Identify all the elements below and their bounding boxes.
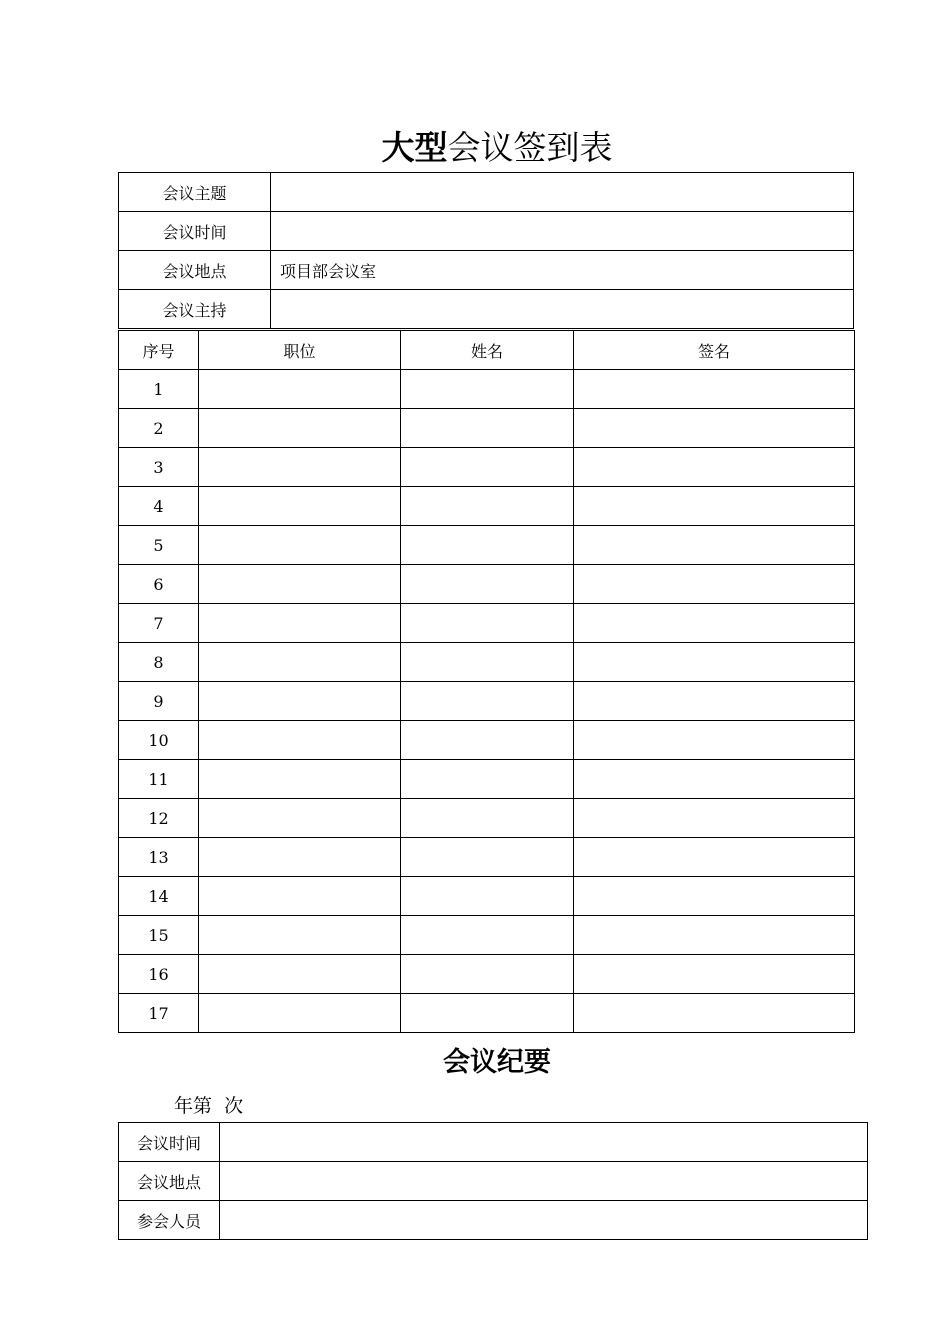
- title-rest-part: 会议签到表: [447, 128, 613, 167]
- cell-position[interactable]: [199, 565, 401, 604]
- table-row: [119, 526, 855, 565]
- cell-name[interactable]: [401, 721, 574, 760]
- minutes-value-time[interactable]: [220, 1123, 868, 1162]
- cell-number: 3: [119, 448, 199, 487]
- signin-table: [118, 330, 855, 1033]
- minutes-value-attendees[interactable]: [220, 1201, 868, 1240]
- table-row: [119, 760, 855, 799]
- cell-signature[interactable]: [574, 682, 855, 721]
- table-row: [119, 370, 855, 409]
- cell-name[interactable]: [401, 448, 574, 487]
- minutes-label-time: 会议时间: [119, 1123, 220, 1162]
- cell-name[interactable]: [401, 916, 574, 955]
- info-row-host: [119, 290, 854, 329]
- info-value-time[interactable]: [271, 212, 854, 251]
- cell-signature[interactable]: [574, 448, 855, 487]
- info-row-time: [119, 212, 854, 251]
- cell-name[interactable]: [401, 994, 574, 1033]
- cell-signature[interactable]: [574, 565, 855, 604]
- cell-number: 2: [119, 409, 199, 448]
- table-row: [119, 994, 855, 1033]
- cell-number: 15: [119, 916, 199, 955]
- cell-name[interactable]: [401, 526, 574, 565]
- cell-position[interactable]: [199, 604, 401, 643]
- cell-position[interactable]: [199, 643, 401, 682]
- cell-name[interactable]: [401, 370, 574, 409]
- column-header-name: 姓名: [401, 331, 574, 370]
- cell-number: 17: [119, 994, 199, 1033]
- minutes-table: [118, 1122, 868, 1240]
- cell-number: 16: [119, 955, 199, 994]
- table-row: [119, 799, 855, 838]
- info-label-location: 会议地点: [119, 251, 271, 290]
- cell-name[interactable]: [401, 604, 574, 643]
- cell-name[interactable]: [401, 487, 574, 526]
- document-title: [0, 124, 950, 172]
- info-value-location[interactable]: 项目部会议室: [271, 251, 854, 290]
- cell-position[interactable]: [199, 838, 401, 877]
- table-row: [119, 604, 855, 643]
- cell-signature[interactable]: [574, 799, 855, 838]
- table-row: [119, 838, 855, 877]
- cell-signature[interactable]: [574, 838, 855, 877]
- cell-number: 13: [119, 838, 199, 877]
- session-line: 年第 次: [174, 1095, 244, 1117]
- minutes-row-time: [119, 1123, 868, 1162]
- info-value-host[interactable]: [271, 290, 854, 329]
- cell-position[interactable]: [199, 409, 401, 448]
- table-row: [119, 682, 855, 721]
- table-row: [119, 565, 855, 604]
- cell-position[interactable]: [199, 994, 401, 1033]
- table-row: [119, 448, 855, 487]
- cell-number: 10: [119, 721, 199, 760]
- cell-number: 5: [119, 526, 199, 565]
- cell-position[interactable]: [199, 799, 401, 838]
- info-label-topic: 会议主题: [119, 173, 271, 212]
- table-row: [119, 877, 855, 916]
- minutes-title: 会议纪要: [443, 1047, 551, 1078]
- signin-body: [119, 370, 855, 1033]
- cell-number: 14: [119, 877, 199, 916]
- cell-signature[interactable]: [574, 760, 855, 799]
- cell-position[interactable]: [199, 487, 401, 526]
- minutes-value-location[interactable]: [220, 1162, 868, 1201]
- table-row: [119, 955, 855, 994]
- cell-name[interactable]: [401, 682, 574, 721]
- cell-signature[interactable]: [574, 643, 855, 682]
- cell-name[interactable]: [401, 643, 574, 682]
- cell-name[interactable]: [401, 955, 574, 994]
- info-label-time: 会议时间: [119, 212, 271, 251]
- cell-number: 8: [119, 643, 199, 682]
- title-bold-part: 大型: [381, 128, 448, 167]
- cell-signature[interactable]: [574, 487, 855, 526]
- cell-number: 1: [119, 370, 199, 409]
- cell-position[interactable]: [199, 955, 401, 994]
- column-header-position: 职位: [199, 331, 401, 370]
- cell-number: 9: [119, 682, 199, 721]
- minutes-row-location: [119, 1162, 868, 1201]
- cell-position[interactable]: [199, 448, 401, 487]
- minutes-row-attendees: [119, 1201, 868, 1240]
- cell-signature[interactable]: [574, 526, 855, 565]
- table-row: [119, 487, 855, 526]
- meeting-info-table: [118, 172, 854, 329]
- info-row-topic: [119, 173, 854, 212]
- cell-name[interactable]: [401, 409, 574, 448]
- minutes-label-location: 会议地点: [119, 1162, 220, 1201]
- minutes-label-attendees: 参会人员: [119, 1201, 220, 1240]
- cell-name[interactable]: [401, 838, 574, 877]
- cell-position[interactable]: [199, 877, 401, 916]
- cell-number: 6: [119, 565, 199, 604]
- cell-name[interactable]: [401, 760, 574, 799]
- cell-signature[interactable]: [574, 916, 855, 955]
- info-label-host: 会议主持: [119, 290, 271, 329]
- column-header-signature: 签名: [574, 331, 855, 370]
- cell-position[interactable]: [199, 526, 401, 565]
- info-row-location: [119, 251, 854, 290]
- table-row: [119, 409, 855, 448]
- cell-signature[interactable]: [574, 604, 855, 643]
- cell-signature[interactable]: [574, 409, 855, 448]
- cell-signature[interactable]: [574, 994, 855, 1033]
- column-header-number: 序号: [119, 331, 199, 370]
- cell-position[interactable]: [199, 760, 401, 799]
- table-row: [119, 721, 855, 760]
- cell-number: 7: [119, 604, 199, 643]
- cell-number: 12: [119, 799, 199, 838]
- cell-position[interactable]: [199, 916, 401, 955]
- signin-header-row: [119, 331, 855, 370]
- table-row: [119, 643, 855, 682]
- cell-position[interactable]: [199, 682, 401, 721]
- info-value-topic[interactable]: [271, 173, 854, 212]
- cell-name[interactable]: [401, 877, 574, 916]
- cell-signature[interactable]: [574, 955, 855, 994]
- cell-signature[interactable]: [574, 721, 855, 760]
- cell-number: 11: [119, 760, 199, 799]
- cell-signature[interactable]: [574, 877, 855, 916]
- cell-name[interactable]: [401, 799, 574, 838]
- cell-position[interactable]: [199, 721, 401, 760]
- cell-position[interactable]: [199, 370, 401, 409]
- cell-number: 4: [119, 487, 199, 526]
- cell-signature[interactable]: [574, 370, 855, 409]
- cell-name[interactable]: [401, 565, 574, 604]
- table-row: [119, 916, 855, 955]
